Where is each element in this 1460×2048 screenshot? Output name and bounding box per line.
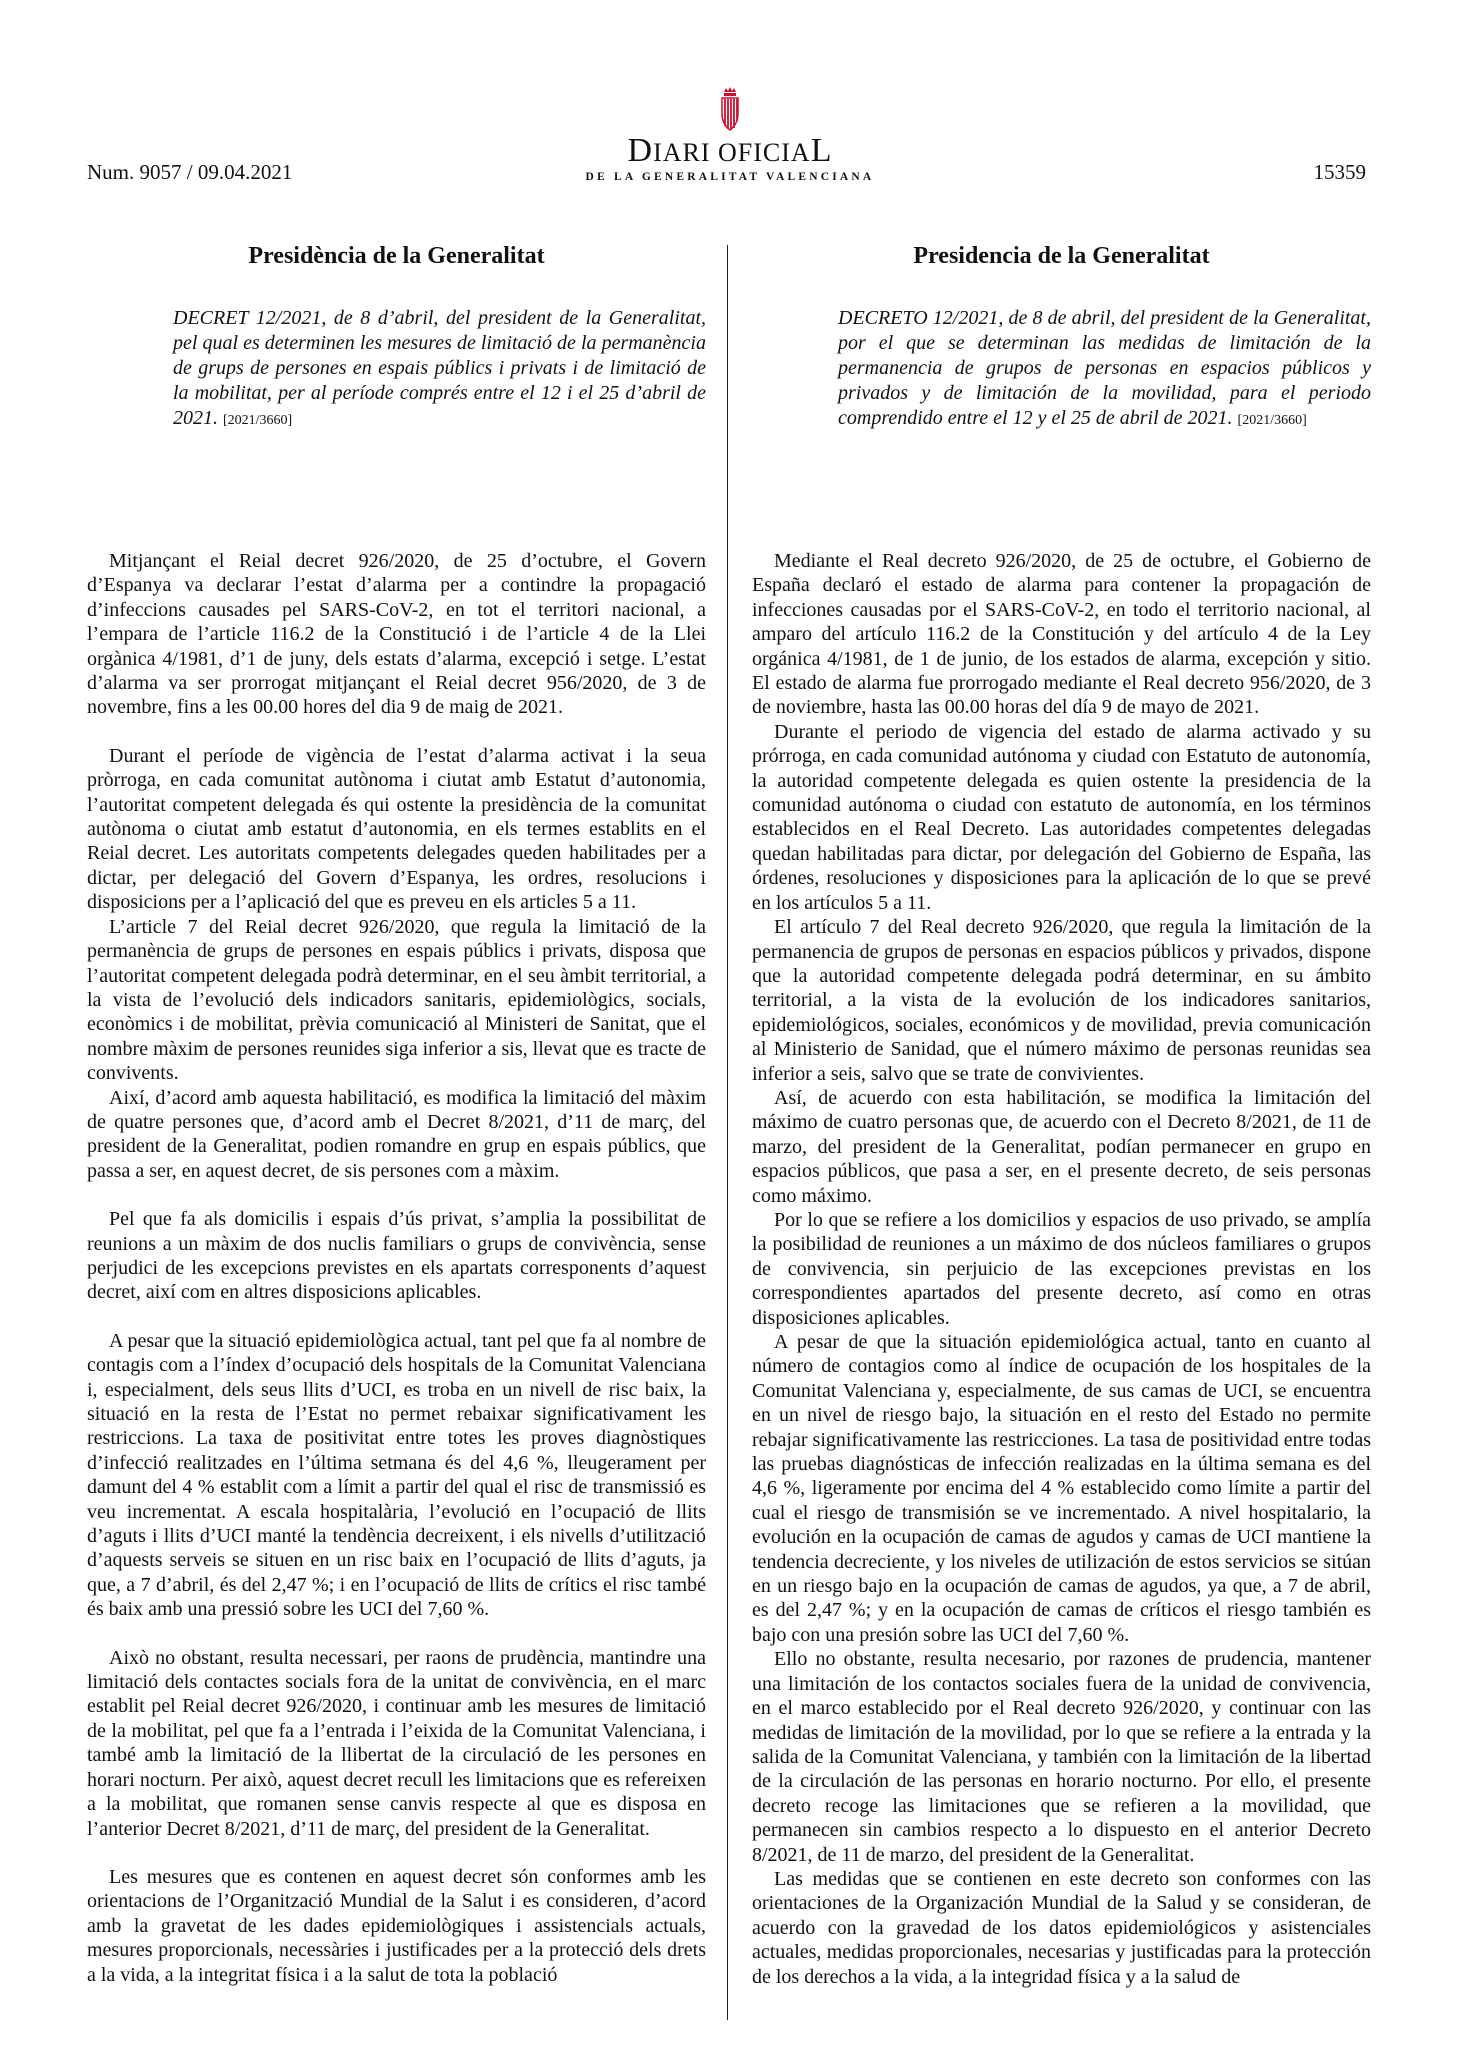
masthead-title-initial: D [627,132,654,169]
column-divider [727,245,728,2020]
right-decree-ref: [2021/3660] [1237,413,1307,428]
left-paragraph: Mitjançant el Reial decret 926/2020, de 25 d’octubre, el Govern d’Espanya va declarar l’estat d’alarma per a contindre la propagació d’infeccions causades pel SARS-CoV-2, en tot el territori nacional, a l’empara de l’article 116.2 de la Constitució i de l’article 4 de la Llei orgànica 4/1981, d’1 de juny, dels estats d’alarma, excepció i setge. L’estat d’alarma va ser prorrogat mitjançant el Reial decret 956/2020, de 3 de novembre, fins a les 00.00 hores del dia 9 de maig de 2021. [87,550,706,719]
left-decree-title [173,306,706,433]
left-paragraph: L’article 7 del Reial decret 926/2020, que regula la limitació de la permanència de grups de persones en espais públics i privats, disposa que l’autoritat competent delegada podrà determinar, en el seu àmbit territorial, a la vista de l’evolució dels indicadors sanitaris, epidemiològics, socials, econòmics i de mobilitat, prèvia comunicació al Ministeri de Sanitat, que el nombre màxim de persones reunides siga inferior a sis, llevat que es tracte de convivents. [87,915,706,1085]
left-decree-ref: [2021/3660] [223,413,293,428]
right-paragraph: Ello no obstante, resulta necesario, por razones de prudencia, mantener una limitación de los contactos sociales fuera de la unidad de convivencia, en el marco establecido por el Real decreto 926/2020, y continuar con las medidas de limitación de la movilidad, por lo que se refiere a la entrada y la salida de la Comunitat Valenciana, y también con la limitación de la libertad de la circulación de las personas en horario nocturno. Por ello, el presente decreto recoge las limitaciones que se refieren a la movilidad, que permanecen sin cambios respecto a lo dispuesto en el anterior Decreto 8/2021, de 11 de marzo, del president de la Generalitat. [752,1648,1371,1866]
right-paragraph: Por lo que se refiere a los domicilios y espacios de uso privado, se amplía la posibilidad de reuniones a un máximo de dos núcleos familiares o grupos de convivencia, sin perjuicio de las excepciones previstas en los correspondientes apartados del presente decreto, así como en otras disposiciones aplicables. [752,1208,1371,1329]
right-decree-text: DECRETO 12/2021, de 8 de abril, del president de la Generalitat, por el que se determinan las medidas de limitación de la permanencia de grupos de personas en espacios públicos y privados y de limitación de la movilidad, para el periodo comprendido entre el 12 y el 25 de abril de 2021. [838,307,1371,429]
page-number: 15359 [1313,160,1366,184]
right-paragraph: El artículo 7 del Real decreto 926/2020, que regula la limitación de la permanencia de grupos de personas en espacios públicos y privados, dispone que la autoridad competente delegada podrá determinar, en su ámbito territorial, a la vista de la evolución de los indicadores sanitarios, epidemiológicos, sociales, económicos y de movilidad, previa comunicación al Ministerio de Sanidad, que el número máximo de personas reunidas sea inferior a seis, salvo que se trate de convivientes. [752,916,1371,1085]
left-paragraph: Les mesures que es contenen en aquest decret són conformes amb les orientacions de l’Organització Mundial de la Salut i es consideren, d’acord amb la gravetat de les dades epidemiològiques i assistencials actuals, mesures proporcionals, necessàries i justificades per a la protecció dels drets a la vida, a la integritat física i a la salut de tota la població [87,1865,706,1986]
right-body [752,549,1371,1989]
left-paragraph: A pesar que la situació epidemiològica actual, tant pel que fa al nombre de contagis com a l’índex d’ocupació dels hospitals de la Comunitat Valenciana i, especialment, dels seus llits d’UCI, es troba en un nivell de risc baix, la situació en la resta de l’Estat no permet rebaixar significativament les restriccions. La taxa de positivitat entre totes les proves diagnòstiques d’infecció realitzades en l’última setmana és del 4,6 %, lleugerament per damunt del 4 % establit com a límit a partir del qual el risc de transmissió es veu incrementat. A escala hospitalària, l’evolució en l’ocupació de llits d’aguts i llits d’UCI manté la tendència decreixent, i els nivells d’utilització d’aquests serveis se situen en un risc baix en l’ocupació de llits d’aguts, ja que, a 7 d’abril, és del 2,47 %; i en l’ocupació de llits de crítics el risc també és baix amb una pressió sobre les UCI del 7,60 %. [87,1329,706,1621]
issue-number: Num. 9057 / 09.04.2021 [87,160,293,184]
right-decree-title [838,306,1371,433]
left-paragraph: Això no obstant, resulta necessari, per raons de prudència, mantindre una limitació dels contactes socials fora de la unitat de convivència, en el marc establit pel Reial decret 926/2020, i continuar amb les mesures de limitació de la mobilitat, pel que fa a l’entrada i l’eixida de la Comunitat Valenciana, i també amb la limitació de la llibertat de la circulació de les persones en horari nocturn. Per això, aquest decret recull les limitacions que es refereixen a la mobilitat, que romanen sense canvis respecte al que es disposa en l’anterior Decret 8/2021, d’11 de març, del president de la Generalitat. [87,1646,706,1840]
right-paragraph: Las medidas que se contienen en este decreto son conformes con las orientaciones de la Organización Mundial de la Salud y se consideran, de acuerdo con la gravedad de los datos epidemiológicos y asistenciales actuales, medidas proporcionales, necesarias y justificadas para la protección de los derechos a la vida, a la integridad física y a la salud de [752,1867,1371,1988]
left-paragraph: Així, d’acord amb aquesta habilitació, es modifica la limitació del màxim de quatre persones que, d’acord amb el Decret 8/2021, d’11 de març, del president de la Generalitat, podien romandre en grup en espais públics, que passa a ser, en aquest decret, de sis persones com a màxim. [87,1086,706,1182]
left-body [87,549,706,1987]
right-paragraph: Así, de acuerdo con esta habilitación, se modifica la limitación del máximo de cuatro personas que, de acuerdo con el Decreto 8/2021, de 11 de marzo, del president de la Generalitat, podían permanecer en grupo en espacios públicos, que pasa a ser, en el presente decreto, de seis personas como máximo. [752,1086,1371,1207]
left-decree-block [87,306,706,549]
masthead-title-middle: IARI OFICIA [653,138,811,167]
left-paragraph: Durant el període de vigència de l’estat d’alarma activat i la seua pròrroga, en cada comunitat autònoma i ciutat amb Estatut d’autonomia, l’autoritat competent delegada és qui ostente la presidència de la comunitat autònoma o ciutat amb estatut d’autonomia, en els termes establits en el Reial decret. Les autoritats competents delegades queden habilitades per a dictar, per delegació del Govern d’Espanya, les ordres, resolucions i disposicions per a l’aplicació del que es preveu en els articles 5 a 11. [87,744,706,914]
left-paragraph: Pel que fa als domicilis i espais d’ús privat, s’amplia la possibilitat de reunions a un màxim de dos nuclis familiars o grups de convivència, sense perjudici de les excepcions previstes en els apartats corresponents d’aquest decret, així com en altres disposicions aplicables. [87,1208,706,1304]
masthead-subtitle: DE LA GENERALITAT VALENCIANA [585,171,875,183]
masthead-title [580,134,880,168]
masthead-title-final: L [810,132,833,169]
right-paragraph: A pesar de que la situación epidemiológica actual, tanto en cuanto al número de contagios como al índice de ocupación de los hospitales de la Comunitat Valenciana y, especialmente, de sus camas de UCI, se encuentra en un nivel de riesgo bajo, la situación en el resto del Estado no permite rebajar significativamente las restricciones. La tasa de positividad entre todas las pruebas diagnósticas de infección realizadas en la última semana es del 4,6 %, ligeramente por encima del 4 % establecido como límite a partir del cual el riesgo de transmisión se ve incrementado. A nivel hospitalario, la evolución en la ocupación de camas de agudos y camas de UCI mantiene la tendencia decreciente, y los niveles de utilización de estos servicios se sitúan en un riesgo bajo en la ocupación de camas de agudos, ya que, a 7 de abril, es del 2,47 %; y en la ocupación de camas de críticos el riesgo también es bajo con una presión sobre las UCI del 7,60 %. [752,1331,1371,1646]
right-paragraph: Durante el periodo de vigencia del estado de alarma activado y su prórroga, en cada comunidad autónoma y ciudad con Estatuto de autonomía, la autoridad competente delegada es quien ostente la presidencia de la comunidad autónoma o ciudad con estatuto de autonomía, en los términos establecidos en el Real Decreto. Las autoridades competentes delegadas quedan habilitadas para dictar, por delegación del Gobierno de España, las órdenes, resoluciones y disposiciones para la aplicación de lo que se prevé en los artículos 5 a 11. [752,720,1371,914]
right-decree-block [752,306,1371,549]
left-column [87,243,706,1987]
left-decree-text: DECRET 12/2021, de 8 d’abril, del president de la Generalitat, pel qual es determinen les mesures de limitació de la permanència de grups de persones en espais públics i privats i de limitació de la mobilitat, per al període comprés entre el 12 i el 25 d’abril de 2021. [173,307,706,429]
masthead [580,86,880,183]
right-heading: Presidencia de la Generalitat [913,243,1210,269]
generalitat-crest-icon [715,86,745,132]
right-column [752,243,1371,1989]
right-paragraph: Mediante el Real decreto 926/2020, de 25 de octubre, el Gobierno de España declaró el estado de alarma para contener la propagación de infecciones causadas por el SARS-CoV-2, en todo el territorio nacional, al amparo del artículo 116.2 de la Constitución y del artículo 4 de la Ley orgánica 4/1981, de 1 de junio, de los estados de alarma, excepción y sitio. El estado de alarma fue prorrogado mediante el Real decreto 956/2020, de 3 de noviembre, hasta las 00.00 horas del día 9 de mayo de 2021. [752,550,1371,719]
left-heading: Presidència de la Generalitat [248,243,545,269]
